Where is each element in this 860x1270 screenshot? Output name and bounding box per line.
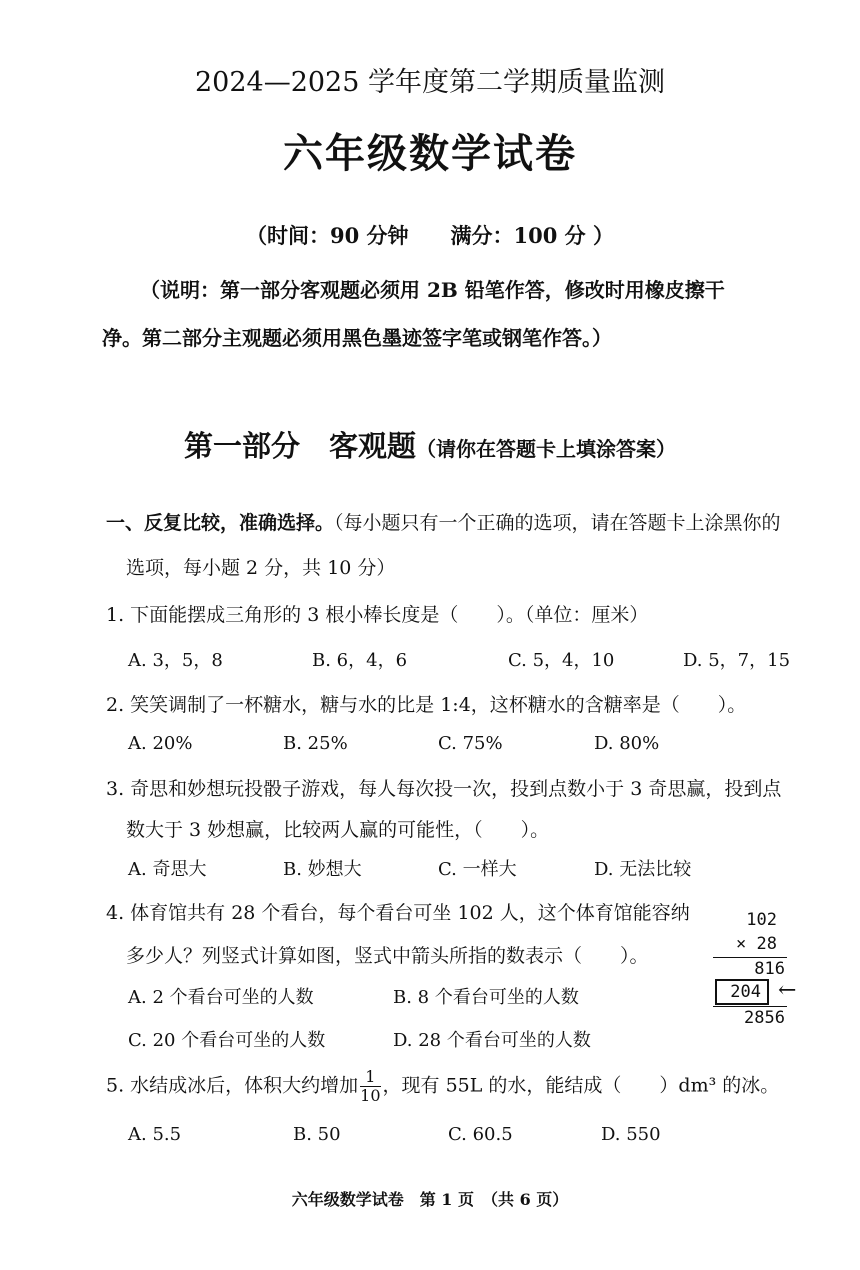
calc-line-1 <box>713 957 787 958</box>
part-subtitle: （请你在答题卡上填涂答案） <box>416 437 676 461</box>
section-heading-line-2: 选项，每小题 2 分，共 10 分） <box>126 557 396 579</box>
question-4-option-b: B. 8 个看台可坐的人数 <box>393 987 579 1008</box>
calc-result: 2856 <box>744 1008 785 1028</box>
question-5-option-c: C. 60.5 <box>448 1124 513 1145</box>
fraction-one-tenth <box>360 1068 380 1105</box>
instruction-line-2: 净。第二部分主观题必须用黑色墨迹签字笔或钢笔作答。） <box>102 326 612 350</box>
question-5-stem-before: 5. 水结成冰后，体积大约增加 <box>106 1074 359 1097</box>
calc-line-2 <box>713 1006 787 1007</box>
question-1-option-a: A. 3，5，8 <box>128 650 223 671</box>
question-3-option-c: C. 一样大 <box>438 859 517 880</box>
exam-meta: （时间：90 分钟 满分：100 分 ） <box>246 223 614 248</box>
left-arrow-icon: ← <box>778 978 797 1003</box>
question-1-option-d: D. 5，7，15 <box>683 650 791 671</box>
question-5-option-d: D. 550 <box>601 1124 661 1145</box>
question-2-stem: 2. 笑笑调制了一杯糖水，糖与水的比是 1:4，这杯糖水的含糖率是（ ）。 <box>106 694 747 716</box>
calc-partial-2: 204 <box>730 982 761 1002</box>
question-5-option-b: B. 50 <box>293 1124 341 1145</box>
question-1-option-b: B. 6，4，6 <box>312 650 408 671</box>
section-heading-bold: 一、反复比较，准确选择。 <box>106 512 335 534</box>
instruction-line-1: （说明：第一部分客观题必须用 2B 铅笔作答，修改时用橡皮擦干 <box>140 278 725 302</box>
question-2-option-a: A. 20% <box>128 733 193 754</box>
question-2-option-b: B. 25% <box>283 733 348 754</box>
question-3-stem-line-2: 数大于 3 妙想赢，比较两人赢的可能性，（ ）。 <box>126 819 550 841</box>
question-2-option-d: D. 80% <box>594 733 660 754</box>
calc-multiplicand: 102 <box>746 910 777 930</box>
fraction-numerator: 1 <box>360 1068 380 1087</box>
question-1-stem: 1. 下面能摆成三角形的 3 根小棒长度是（ ）。（单位：厘米） <box>106 604 649 626</box>
question-4-option-d: D. 28 个看台可坐的人数 <box>393 1030 591 1051</box>
question-2-option-c: C. 75% <box>438 733 503 754</box>
question-3-option-b: B. 妙想大 <box>283 859 362 880</box>
question-5-option-a: A. 5.5 <box>128 1124 182 1145</box>
fraction-denominator: 10 <box>360 1086 381 1105</box>
question-3-stem-line-1: 3. 奇思和妙想玩投骰子游戏，每人每次投一次，投到点数小于 3 奇思赢，投到点 <box>106 778 782 800</box>
part-title: 第一部分 客观题 <box>183 429 416 463</box>
question-5-stem-after: ，现有 55L 的水，能结成（ ）dm³ 的冰。 <box>382 1074 780 1097</box>
calc-partial-1: 816 <box>754 959 785 979</box>
question-4-stem-line-1: 4. 体育馆共有 28 个看台，每个看台可坐 102 人，这个体育馆能容纳 <box>106 902 690 924</box>
question-4-option-c: C. 20 个看台可坐的人数 <box>128 1030 326 1051</box>
page-title: 六年级数学试卷 <box>283 130 577 177</box>
question-5-stem <box>106 1068 779 1105</box>
calc-multiplier: × 28 <box>736 934 777 954</box>
question-4-option-a: A. 2 个看台可坐的人数 <box>128 987 314 1008</box>
section-heading-rest: （每小题只有一个正确的选项，请在答题卡上涂黑你的 <box>334 512 781 534</box>
question-3-option-d: D. 无法比较 <box>594 859 692 880</box>
question-1-option-c: C. 5，4，10 <box>508 650 615 671</box>
question-4-stem-line-2: 多少人？列竖式计算如图，竖式中箭头所指的数表示（ ）。 <box>126 945 649 967</box>
section-heading <box>106 508 781 535</box>
exam-period: 2024—2025 学年度第二学期质量监测 <box>194 67 665 98</box>
question-3-option-a: A. 奇思大 <box>128 859 207 880</box>
page-footer: 六年级数学试卷 第 1 页 （共 6 页） <box>291 1190 569 1209</box>
part-heading <box>0 424 860 465</box>
